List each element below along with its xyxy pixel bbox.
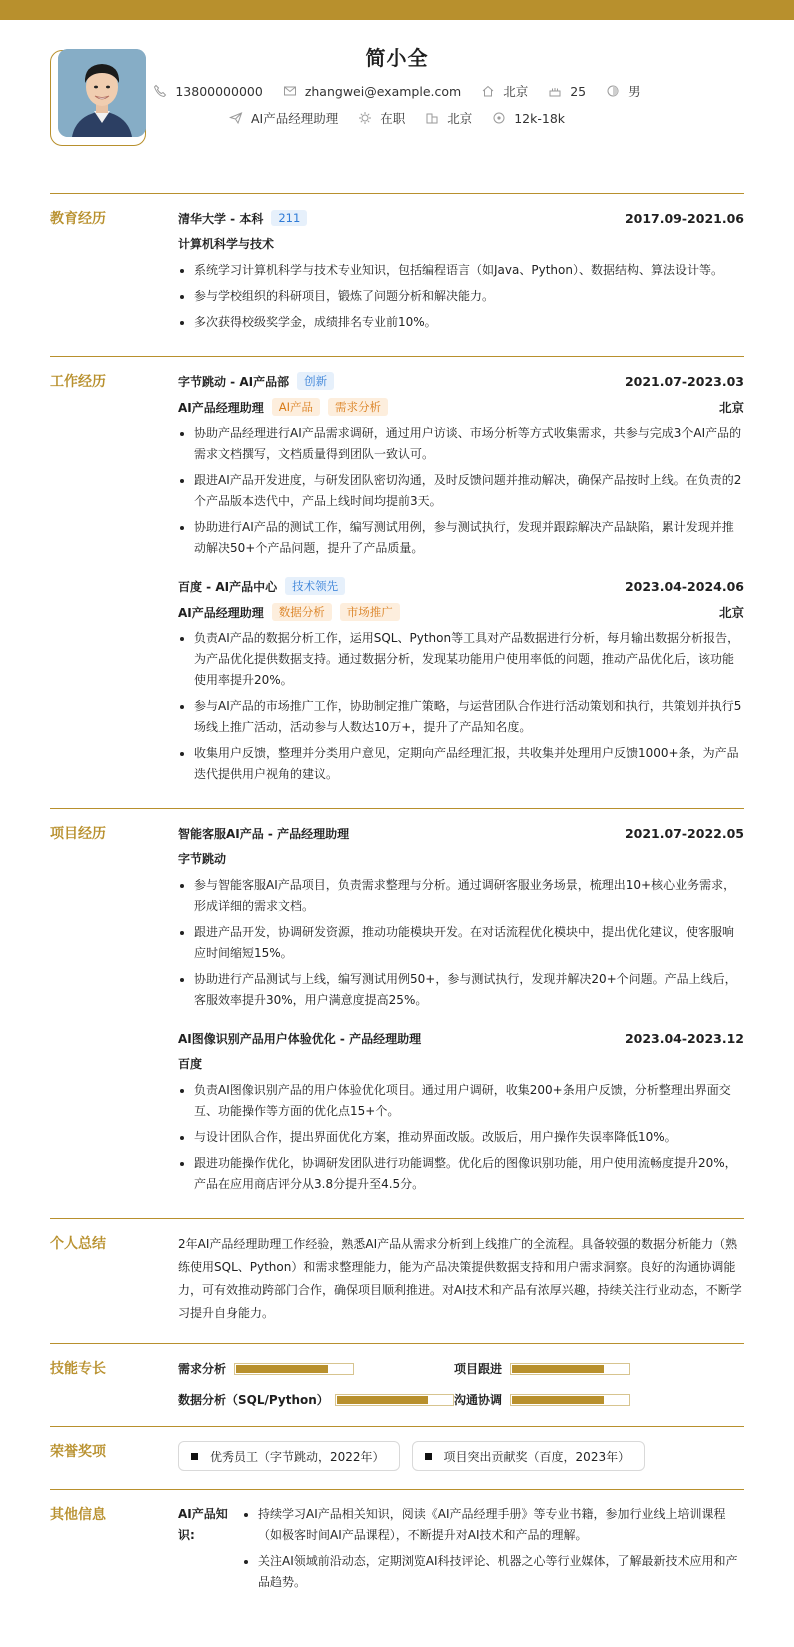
list-item: 系统学习计算机科学与技术专业知识，包括编程语言（如Java、Python）、数据结构、算法设计等。 xyxy=(178,260,744,281)
resume-header xyxy=(0,20,794,172)
role-name: AI产品经理助理 xyxy=(178,400,264,415)
salary-info xyxy=(492,111,565,126)
status-text: 在职 xyxy=(380,111,406,126)
section-title-other: 其他信息 xyxy=(50,1507,106,1523)
phone-info xyxy=(153,84,262,99)
cake-icon xyxy=(548,84,562,98)
list-item: 协助产品经理进行AI产品需求调研，通过用户访谈、市场分析等方式收集需求，共参与完成3个AI产品的需求文档撰写，文档质量得到团队一致认可。 xyxy=(178,423,744,465)
candidate-name: 简小全 xyxy=(365,46,429,70)
other-info xyxy=(178,1504,744,1598)
list-item: 多次获得校级奖学金，成绩排名专业前10%。 xyxy=(178,312,744,333)
list-item: 持续学习AI产品相关知识，阅读《AI产品经理手册》等专业书籍，参加行业线上培训课程（如极客时间AI产品课程），不断提升对AI技术和产品的理解。 xyxy=(242,1504,744,1546)
education-header xyxy=(178,208,744,228)
status-icon xyxy=(358,111,372,125)
honors-list xyxy=(178,1441,744,1471)
project-name: AI图像识别产品用户体验优化 - 产品经理助理 xyxy=(178,1031,422,1046)
work-period: 2023.04-2024.06 xyxy=(624,578,744,594)
top-accent-bar xyxy=(0,0,794,20)
resume-page xyxy=(0,20,794,1616)
job-title-info xyxy=(229,109,338,127)
skill-name: 沟通协调 xyxy=(454,1393,503,1407)
list-item: 参与学校组织的科研项目，锻炼了问题分析和解决能力。 xyxy=(178,286,744,307)
honor-text: 优秀员工（字节跳动，2022年） xyxy=(210,1449,385,1464)
honor-item xyxy=(178,1441,400,1471)
education-bullets xyxy=(178,260,744,333)
project-header xyxy=(178,823,744,843)
square-bullet-icon xyxy=(425,1453,432,1460)
project-name: 智能客服AI产品 - 产品经理助理 xyxy=(178,826,350,841)
coin-icon xyxy=(492,111,506,125)
city-text: 北京 xyxy=(503,84,529,99)
section-title-summary: 个人总结 xyxy=(50,1236,106,1252)
gender-text: 男 xyxy=(628,84,641,99)
project-org: 百度 xyxy=(178,1057,203,1071)
list-item: 跟进AI产品开发进度，与研发团队密切沟通，及时反馈问题并推动解决，确保产品按时上线。在负责的2个产品版本迭代中，产品上线时间均提前3天。 xyxy=(178,470,744,512)
section-other xyxy=(50,1489,744,1616)
work-bullets xyxy=(178,423,744,559)
list-item: 负责AI图像识别产品的用户体验优化项目。通过用户调研，收集200+条用户反馈，分析整理出界面交互、功能操作等方面的优化点15+个。 xyxy=(178,1080,744,1122)
role-tag: 需求分析 xyxy=(328,398,388,416)
target-city-info xyxy=(425,109,472,127)
section-title-honors: 荣誉奖项 xyxy=(50,1444,106,1460)
section-title-education: 教育经历 xyxy=(50,211,106,227)
gender-info xyxy=(606,82,641,100)
list-item: 协助进行AI产品的测试工作，编写测试用例，参与测试执行，发现并跟踪解决产品缺陷，累计发现并推动解决50+个产品问题，提升了产品质量。 xyxy=(178,517,744,559)
list-item: 跟进产品开发，协调研发资源，推动功能模块开发。在对话流程优化模块中，提出优化建议，使客服响应时间缩短15%。 xyxy=(178,922,744,964)
job-title-text: AI产品经理助理 xyxy=(250,111,339,126)
section-projects xyxy=(50,808,744,1218)
project-period: 2021.07-2022.05 xyxy=(624,825,744,841)
other-label: AI产品知识: xyxy=(178,1507,228,1542)
list-item: 收集用户反馈，整理并分类用户意见，定期向产品经理汇报，共收集并处理用户反馈1000+条，为产品迭代提供用户视角的建议。 xyxy=(178,743,744,785)
skill-name: 需求分析 xyxy=(178,1362,227,1376)
email-info xyxy=(283,84,461,99)
section-skills xyxy=(50,1343,744,1426)
skill-item xyxy=(454,1391,730,1408)
role-name: AI产品经理助理 xyxy=(178,605,264,620)
role-tag: 数据分析 xyxy=(272,603,332,621)
target-city-text: 北京 xyxy=(447,111,473,126)
skill-bar-fill xyxy=(512,1365,604,1373)
work-location: 北京 xyxy=(718,400,744,415)
contact-info-row xyxy=(0,82,794,100)
gender-icon xyxy=(606,84,620,98)
section-work xyxy=(50,356,744,808)
project-bullets xyxy=(178,875,744,1011)
project-bullets xyxy=(178,1080,744,1195)
skill-bar-fill xyxy=(512,1396,604,1404)
skill-item xyxy=(178,1391,454,1408)
skill-bar xyxy=(335,1394,454,1406)
honor-text: 项目突出贡献奖（百度，2023年） xyxy=(443,1449,631,1464)
home-icon xyxy=(481,84,495,98)
project-header xyxy=(178,1028,744,1048)
list-item: 与设计团队合作，提出界面优化方案，推动界面改版。改版后，用户操作失误率降低10%。 xyxy=(178,1127,744,1148)
work-role-row xyxy=(178,397,744,417)
job-info-row xyxy=(0,109,794,127)
list-item: 负责AI产品的数据分析工作，运用SQL、Python等工具对产品数据进行分析，每月输出数据分析报告，为产品优化提供数据支持。通过数据分析，发现某功能用户使用率低的问题，推动产品优化后，该功能使用率提升20%。 xyxy=(178,628,744,691)
education-major: 计算机科学与技术 xyxy=(178,237,275,251)
role-tag: AI产品 xyxy=(272,398,320,416)
city-info xyxy=(481,82,528,100)
work-period: 2021.07-2023.03 xyxy=(624,373,744,389)
work-role-row xyxy=(178,602,744,622)
skill-bar-fill xyxy=(337,1396,428,1404)
mail-icon xyxy=(283,84,297,98)
list-item: 跟进功能操作优化，协调研发团队进行功能调整。优化后的图像识别功能，用户使用流畅度提升20%，产品在应用商店评分从3.8分提升至4.5分。 xyxy=(178,1153,744,1195)
phone-text: 13800000000 xyxy=(175,83,263,99)
school-name: 清华大学 - 本科 xyxy=(178,211,264,226)
email-text: zhangwei@example.com xyxy=(304,83,462,99)
skill-bar xyxy=(510,1394,630,1406)
company-name: 字节跳动 - AI产品部 xyxy=(178,374,290,389)
section-title-projects: 项目经历 xyxy=(50,826,106,842)
salary-text: 12k-18k xyxy=(514,110,566,126)
role-tag: 市场推广 xyxy=(340,603,400,621)
skill-name: 项目跟进 xyxy=(454,1362,503,1376)
section-title-work: 工作经历 xyxy=(50,374,106,390)
work-entry-header xyxy=(178,576,744,596)
honor-item xyxy=(412,1441,646,1471)
school-tag: 211 xyxy=(271,210,307,226)
company-name: 百度 - AI产品中心 xyxy=(178,579,278,594)
skill-name: 数据分析（SQL/Python） xyxy=(178,1393,329,1407)
list-item: 参与AI产品的市场推广工作，协助制定推广策略，与运营团队合作进行活动策划和执行，共策划并执行5场线上推广活动，活动参与人数达10万+，提升了产品知名度。 xyxy=(178,696,744,738)
section-education xyxy=(50,193,744,356)
skill-bar xyxy=(510,1363,630,1375)
section-title-skills: 技能专长 xyxy=(50,1361,106,1377)
age-text: 25 xyxy=(570,83,587,99)
company-tag: 创新 xyxy=(297,372,334,390)
skills-grid xyxy=(178,1358,744,1408)
phone-icon xyxy=(153,84,167,98)
paper-plane-icon xyxy=(229,111,243,125)
work-entry-header xyxy=(178,371,744,391)
skill-bar-fill xyxy=(236,1365,328,1373)
list-item: 关注AI领域前沿动态，定期浏览AI科技评论、机器之心等行业媒体，了解最新技术应用和产品趋势。 xyxy=(242,1551,744,1593)
education-period: 2017.09-2021.06 xyxy=(624,210,744,226)
list-item: 参与智能客服AI产品项目，负责需求整理与分析。通过调研客服业务场景，梳理出10+核心业务需求，形成详细的需求文档。 xyxy=(178,875,744,917)
status-info xyxy=(358,109,405,127)
skill-item xyxy=(454,1360,730,1377)
project-org: 字节跳动 xyxy=(178,852,227,866)
building-icon xyxy=(425,111,439,125)
section-summary xyxy=(50,1218,744,1343)
other-bullets xyxy=(242,1504,744,1598)
age-info xyxy=(548,84,586,99)
company-tag: 技术领先 xyxy=(285,577,345,595)
work-location: 北京 xyxy=(718,605,744,620)
skill-bar xyxy=(234,1363,354,1375)
square-bullet-icon xyxy=(191,1453,198,1460)
project-period: 2023.04-2023.12 xyxy=(624,1030,744,1046)
list-item: 协助进行产品测试与上线，编写测试用例50+，参与测试执行，发现并解决20+个问题。产品上线后，客服效率提升30%，用户满意度提高25%。 xyxy=(178,969,744,1011)
work-bullets xyxy=(178,628,744,785)
summary-text: 2年AI产品经理助理工作经验，熟悉AI产品从需求分析到上线推广的全流程。具备较强的数据分析能力（熟练使用SQL、Python）和需求整理能力，能为产品决策提供数据支持和用户需求洞察。良好的沟通协调能力，可有效推动跨部门合作，确保项目顺利推进。对AI技术和产品有浓厚兴趣，持续关注行业动态，不断学习提升自身能力。 xyxy=(178,1237,742,1320)
section-honors xyxy=(50,1426,744,1489)
skill-item xyxy=(178,1360,454,1377)
